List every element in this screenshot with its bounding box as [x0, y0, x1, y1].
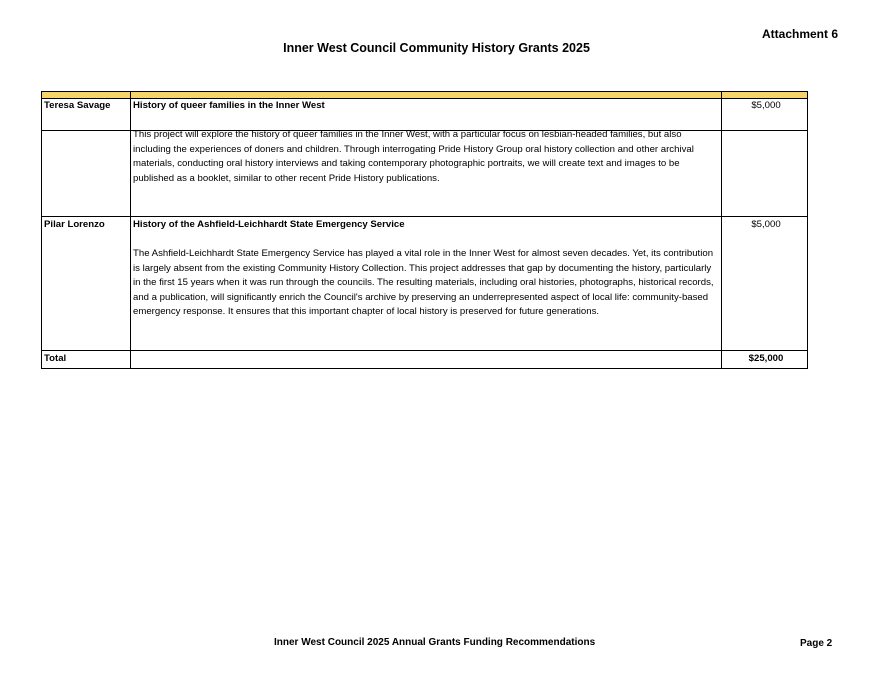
- column-divider: [130, 92, 131, 368]
- document-title: Inner West Council Community History Grants 2025: [283, 41, 590, 55]
- row-divider: [42, 216, 807, 217]
- footer-title: Inner West Council 2025 Annual Grants Funding Recommendations: [274, 637, 596, 648]
- project-title: History of the Ashfield-Leichhardt State Emergency Service: [133, 219, 405, 230]
- project-description: The Ashfield-Leichhardt State Emergency Service has played a vital role in the Inner West for almost seven decades. Yet, its contribution is largely absent from the existing Community History Collection. This project addresses that gap by documenting the history, particularly in the first 15 years when it was run through the councils. The resulting materials, including oral histories, photographs, historical records, and a publication, will significantly enrich the Council's archive by preserving an underrepresented aspect of local life: community-based emergency response. It ensures that this important chapter of local history is preserved for future generations.: [133, 248, 714, 317]
- column-divider: [721, 92, 722, 368]
- grants-table: [41, 91, 808, 369]
- project-title: History of queer families in the Inner West: [133, 100, 325, 111]
- grant-amount: $5,000: [751, 100, 781, 111]
- project-description: This project will explore the history of queer families in the Inner West, with a particular focus on lesbian-headed families, but also including the experiences of doners and children. Through interrogating Pride History Group oral history collection and other archival materials, conducting oral history interviews and taking contemporary photographic portraits, we will create text and images to be published as a booklet, similar to other recent Pride History publications.: [133, 129, 694, 184]
- grant-amount: $5,000: [751, 219, 781, 230]
- attachment-label: Attachment 6: [762, 27, 839, 41]
- applicant-name: Teresa Savage: [44, 100, 111, 111]
- table-header-band: [42, 92, 807, 99]
- total-label: Total: [44, 353, 67, 364]
- page-number: Page 2: [800, 638, 833, 649]
- applicant-name: Pilar Lorenzo: [44, 219, 105, 230]
- row-divider: [42, 350, 807, 351]
- total-amount: $25,000: [748, 353, 784, 364]
